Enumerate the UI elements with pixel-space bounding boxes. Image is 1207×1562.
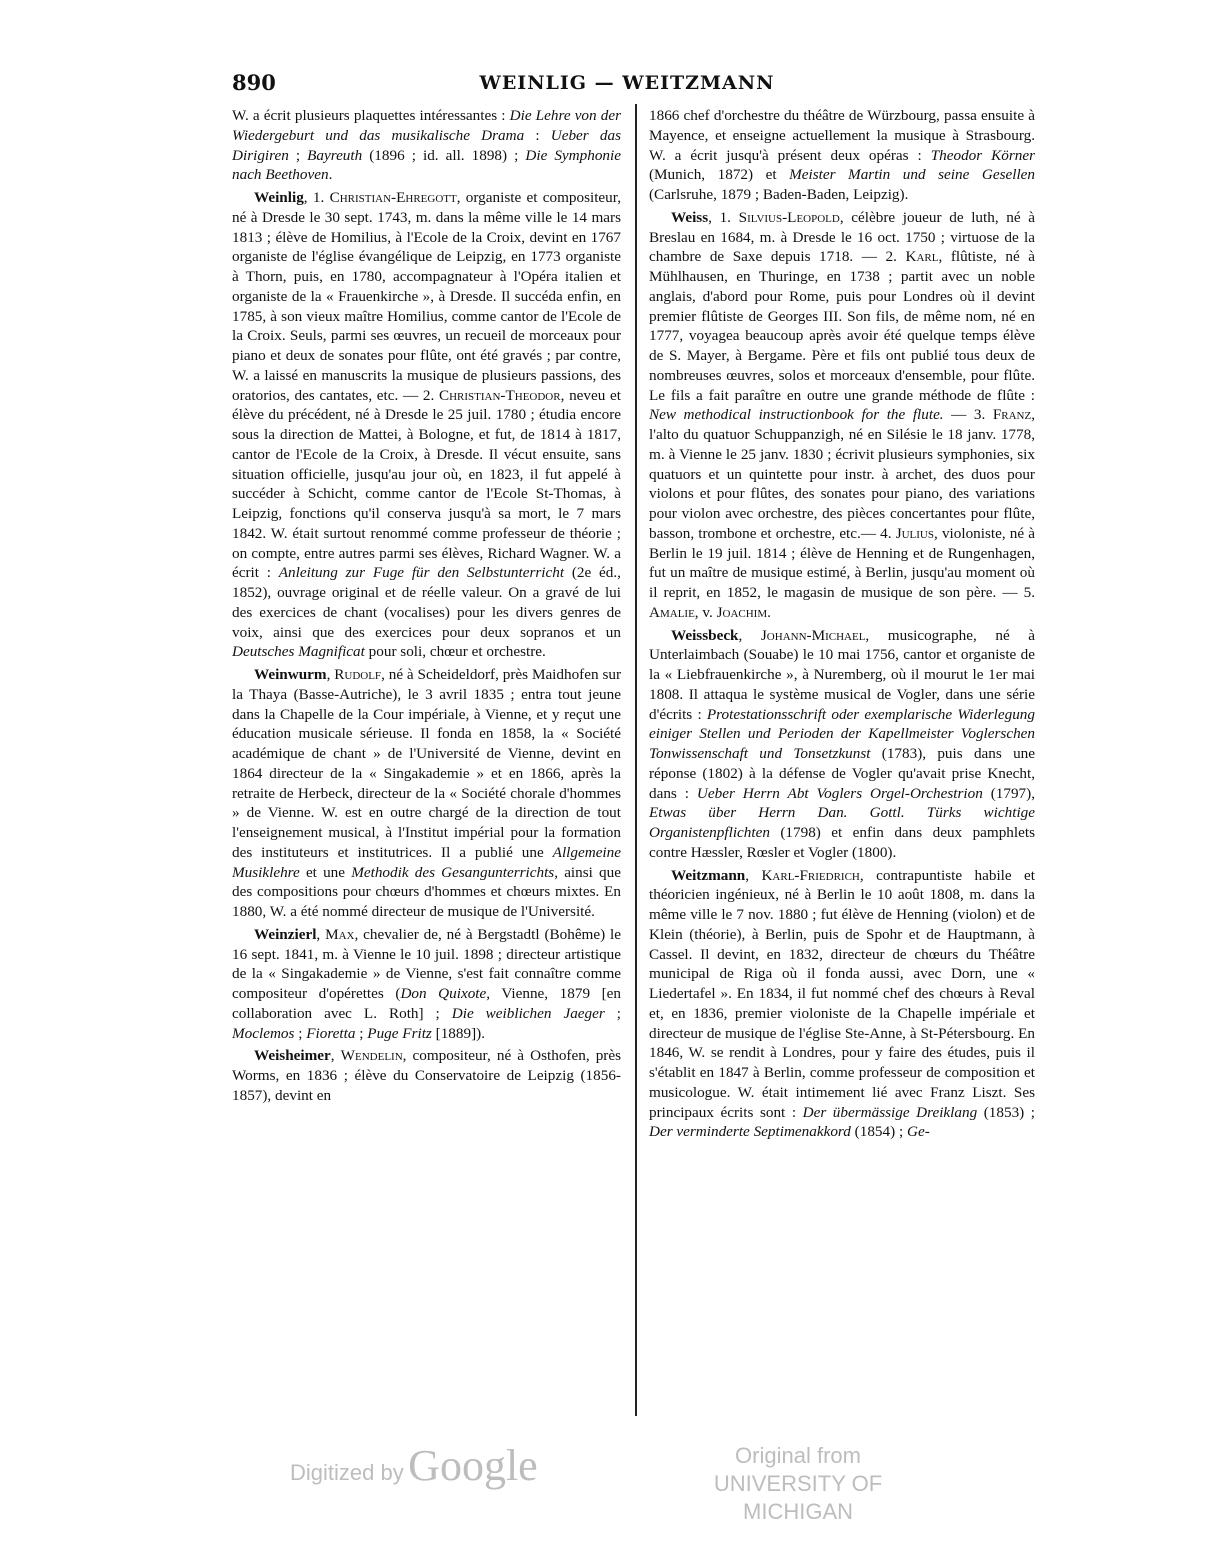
entry-text: , Max, chevalier de, né à Bergstadtl (Bohême) le 16 sept. 1841, m. à Vienne le 10 juil. 1898 ; directeur artistique de la « Singakademie » de Vienne, s'est fait connaître comme compositeur d'opérettes (Don Quixote, Vienne, 1879 [en collaboration avec L. Roth] ; Die weiblichen Jaeger ; Moclemos ; Fioretta ; Puge Fritz [1889]). [232, 925, 621, 1042]
right-column [649, 106, 1035, 1145]
entry-text: , Karl-Friedrich, contrapuntiste habile et théoricien ingénieux, né à Berlin le 10 août 1808, m. dans la même ville le 7 nov. 1880 ; fut élève de Henning (violon) et de Klein (théorie), à Berlin, puis de Spohr et de Hauptmann, à Cassel. Il devint, en 1832, directeur de chœurs du Théâtre municipal de Riga où il fonda aussi, avec Dorn, une « Liedertafel ». En 1834, il fut nommé chef des chœurs à Reval et, en 1836, premier violoniste de la Chapelle impériale et directeur de musique de l'église Ste-Anne, à St-Pétersbourg. En 1846, W. se rendit à Londres, pour y faire des études, puis il s'établit en 1847 à Berlin, comme professeur de composition et musicologue. W. était intimement lié avec Franz Liszt. Ses principaux écrits sont : Der übermässige Dreiklang (1853) ; Der verminderte Septimenakkord (1854) ; Ge- [649, 866, 1036, 1141]
dictionary-entry [232, 106, 621, 185]
google-logo: Google [408, 1441, 538, 1490]
entry-text: 1866 chef d'orchestre du théâtre de Würzbourg, passa ensuite à Mayence, et enseigne actuellement la musique à Strasbourg. W. a écrit jusqu'à présent deux opéras : Theodor Körner (Munich, 1872) et Meister Martin und seine Gesellen (Carlsruhe, 1879 ; Baden-Baden, Leipzig). [649, 107, 1035, 203]
entry-headword: Weinzierl [254, 925, 317, 943]
column-divider [635, 104, 637, 1416]
running-head: WEINLIG — WEITZMANN [479, 72, 775, 94]
original-from-watermark [668, 1442, 928, 1526]
entry-headword: Weinlig [254, 189, 304, 206]
entry-text: , Rudolf, né à Scheideldorf, près Maidhofen sur la Thaya (Basse-Autriche), le 3 avril 1835 ; entra tout jeune dans la Chapelle de la Cour impériale, à Vienne, et y reçut une éducation musicale sérieuse. Il fonda en 1858, la « Société académique de chant » de l'Université de Vienne, devint en 1864 directeur de la « Singakademie » et en 1866, après la retraite de Herbeck, directeur de la « Société chorale d'hommes » de Vienne. W. est en outre chargé de la direction de tout l'enseignement musical, à l'Institut impérial pour la formation des instituteurs et institutrices. Il a publié une Allgemeine Musiklehre et une Methodik des Gesangunterrichts, ainsi que des compositions pour chœurs d'hommes et chœurs mixtes. En 1880, W. a été nommé directeur de musique de l'Université. [232, 666, 622, 920]
digitized-by-watermark [290, 1440, 538, 1491]
entry-headword: Weissbeck [671, 626, 739, 644]
digitized-prefix: Digitized by [290, 1460, 404, 1485]
dictionary-entry [649, 106, 1035, 205]
original-from-line: Original from [735, 1443, 861, 1468]
entry-headword: Weiss [671, 208, 709, 226]
entry-headword: Weitzmann [671, 866, 746, 884]
university-line: UNIVERSITY OF MICHIGAN [713, 1471, 883, 1524]
dictionary-entry [232, 925, 621, 1044]
entry-text: , Johann-Michael, musicographe, né à Unterlaimbach (Souabe) le 10 mai 1756, cantor et organiste de la « Liebfrauenkirche », à Nuremberg, où il mourut le 1er mai 1808. Il attaqua le système musical de Vogler, dans une série d'écrits : Protestationsschrift oder exemplarische Widerlegung einiger Stellen und Perioden der Kapellmeister Voglerschen Tonwissenschaft und Tonsetzkunst (1783), puis dans une réponse (1802) à la défense de Vogler qu'avait prise Knecht, dans : Ueber Herrn Abt Voglers Orgel-Orchestrion (1797), Etwas über Herrn Dan. Gottl. Türks wichtige Organistenpflichten (1798) et enfin dans deux pamphlets contre Hæssler, Rœsler et Vogler (1800). [649, 626, 1036, 861]
page-number: 890 [232, 70, 276, 95]
entry-text: , 1. Christian-Ehregott, organiste et compositeur, né à Dresde le 30 sept. 1743, m. dans la même ville le 14 mars 1813 ; élève de Homilius, à l'Ecole de la Croix, devint en 1767 organiste de l'église évangélique de Leipzig, en 1773 organiste à Thorn, puis, en 1780, accompagnateur à l'Opéra italien et organiste de la « Frauenkirche », à Dresde. Il succéda enfin, en 1785, à son vieux maître Homilius, comme cantor de l'Ecole de la Croix. Seuls, parmi ses œuvres, un recueil de morceaux pour piano et deux de sonates pour flûte, ont été gravés ; par contre, W. a laissé en manuscrits la musique de plusieurs passions, des oratorios, des cantates, etc. — 2. Christian-Theodor, neveu et élève du précédent, né à Dresde le 25 juil. 1780 ; étudia encore sous la direction de Mattei, à Bologne, et fut, de 1814 à 1817, cantor de l'Ecole de la Croix, à Dresde. Il vécut ensuite, sans situation officielle, jusqu'au jour où, en 1823, il fut appelé à succéder à Schicht, comme cantor de l'Ecole St-Thomas, à Leipzig, fonctions qu'il conserva jusqu'à sa mort, le 7 mars 1842. W. était surtout renommé comme professeur de théorie ; on compte, entre autres parmi ses élèves, Richard Wagner. W. a écrit : Anleitung zur Fuge für den Selbstunterricht (2e éd., 1852), ouvrage original et de réelle valeur. On a gravé de lui des exercices de chant (vocalises) pour les divers genres de voix, ainsi que des exercices pour deux sopranos et un Deutsches Magnificat pour soli, chœur et orchestre. [232, 189, 622, 661]
entry-headword: Weinwurm [254, 666, 327, 683]
dictionary-entry [232, 665, 621, 922]
dictionary-entry [649, 208, 1035, 623]
dictionary-entry [649, 866, 1035, 1143]
entry-headword: Weisheimer [254, 1047, 331, 1065]
entry-text: , 1. Silvius-Leopold, célèbre joueur de luth, né à Breslau en 1684, m. à Dresde le 16 oct. 1750 ; virtuose de la chambre de Saxe depuis 1718. — 2. Karl, flûtiste, né à Mühlhausen, en Thuringe, en 1738 ; partit avec un noble anglais, d'abord pour Rome, puis pour Londres où il devint premier flûtiste de Georges III. Son fils, de même nom, né en 1777, voyagea beaucoup après avoir été quelque temps élève de S. Mayer, à Bergame. Père et fils ont publié tous deux de nombreuses œuvres, solos et morceaux d'ensemble, pour flûte. Le fils a fait paraître en outre une grande méthode de flûte : New methodical instructionbook for the flute. — 3. Franz, l'alto du quatuor Schuppanzigh, né en Silésie le 18 janv. 1778, m. à Vienne le 25 janv. 1830 ; écrivit plusieurs symphonies, six quatuors et un quintette pour instr. à archet, des duos pour violons et pour flûtes, des sonates pour piano, des variations pour violon avec orchestre, des pièces concertantes pour flûte, basson, trombone et orchestre, etc.— 4. Julius, violoniste, né à Berlin le 19 juil. 1814 ; élève de Henning et de Rungenhagen, fut un maître de musique estimé, à Berlin, jusqu'au moment où il reprit, en 1852, le magasin de musique de son père. — 5. Amalie, v. Joachim. [649, 208, 1036, 621]
dictionary-entry [232, 1046, 621, 1105]
page-header [232, 70, 1022, 100]
entry-text: W. a écrit plusieurs plaquettes intéressantes : Die Lehre von der Wiedergeburt und das musikalische Drama : Ueber das Dirigiren ; Bayreuth (1896 ; id. all. 1898) ; Die Symphonie nach Beethoven. [232, 107, 621, 184]
dictionary-entry [649, 626, 1035, 863]
dictionary-entry [232, 188, 621, 662]
left-column [232, 106, 621, 1109]
entry-text: , Wendelin, compositeur, né à Osthofen, près Worms, en 1836 ; élève du Conservatoire de Leipzig (1856-1857), devint en [232, 1047, 622, 1104]
